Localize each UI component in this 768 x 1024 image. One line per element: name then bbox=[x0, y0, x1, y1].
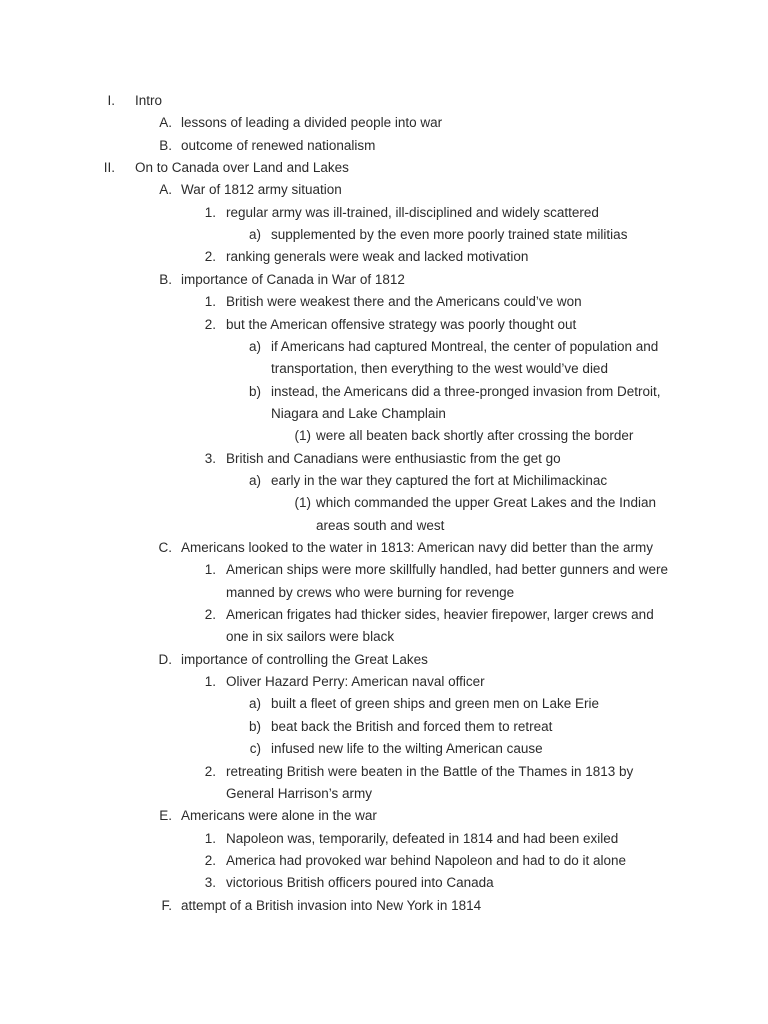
outline-item bbox=[0, 850, 768, 872]
outline-item bbox=[0, 537, 768, 559]
outline-text: regular army was ill-trained, ill-disciplined and widely scattered bbox=[226, 204, 599, 220]
outline-item bbox=[0, 90, 768, 112]
outline-marker: 1. bbox=[204, 204, 216, 220]
outline-text: victorious British officers poured into Canada bbox=[226, 875, 494, 891]
outline-item bbox=[0, 895, 768, 917]
outline-text: General Harrison’s army bbox=[226, 785, 373, 801]
outline-marker: b) bbox=[248, 718, 261, 734]
outline-text: built a fleet of green ships and green men on Lake Erie bbox=[271, 696, 599, 712]
outline-item bbox=[0, 470, 768, 492]
outline-marker: a) bbox=[248, 472, 261, 488]
outline-marker: C. bbox=[158, 540, 172, 555]
outline-text: Napoleon was, temporarily, defeated in 1814 and had been exiled bbox=[226, 830, 619, 846]
outline-marker: 1. bbox=[204, 674, 216, 690]
outline-item-continuation bbox=[0, 626, 768, 648]
outline-item bbox=[0, 738, 768, 760]
outline-marker: B. bbox=[159, 137, 172, 153]
outline-marker: 3. bbox=[204, 450, 216, 466]
outline-marker: b) bbox=[248, 383, 261, 399]
outline-marker: 2. bbox=[204, 607, 216, 623]
outline-text: infused new life to the wilting American cause bbox=[271, 741, 543, 757]
outline-item bbox=[0, 246, 768, 268]
outline-item bbox=[0, 693, 768, 715]
outline-item bbox=[0, 314, 768, 336]
outline-text: if Americans had captured Montreal, the center of population and bbox=[271, 338, 659, 354]
outline-item-continuation bbox=[0, 358, 768, 380]
outline-text: lessons of leading a divided people into war bbox=[181, 115, 443, 131]
outline-item bbox=[0, 336, 768, 358]
outline-item bbox=[0, 761, 768, 783]
outline-text: which commanded the upper Great Lakes and the Indian bbox=[316, 495, 656, 511]
outline-marker: 2. bbox=[204, 249, 216, 265]
outline-marker: 1. bbox=[204, 830, 216, 846]
outline-text: importance of controlling the Great Lakes bbox=[181, 651, 428, 667]
outline-text: ranking generals were weak and lacked motivation bbox=[226, 249, 529, 265]
outline-item bbox=[0, 492, 768, 514]
outline-text: Oliver Hazard Perry: American naval officer bbox=[226, 674, 485, 690]
outline-marker: 1. bbox=[204, 562, 216, 578]
outline-text: supplemented by the even more poorly trained state militias bbox=[271, 227, 628, 243]
outline-marker: A. bbox=[159, 182, 172, 198]
outline-text: manned by crews who were burning for revenge bbox=[226, 584, 515, 600]
outline-marker: a) bbox=[248, 696, 261, 712]
outline-text: early in the war they captured the fort at Michilimackinac bbox=[271, 472, 608, 488]
outline-text: areas south and west bbox=[316, 517, 445, 533]
outline-text: Americans were alone in the war bbox=[181, 808, 377, 824]
outline-text: outcome of renewed nationalism bbox=[181, 137, 376, 153]
outline-marker: I. bbox=[107, 93, 115, 108]
outline-text: were all beaten back shortly after crossing the border bbox=[316, 428, 634, 444]
outline-marker: A. bbox=[159, 115, 172, 131]
outline-text: American frigates had thicker sides, heavier firepower, larger crews and bbox=[226, 607, 654, 623]
outline-text: British were weakest there and the Americans could’ve won bbox=[226, 294, 582, 310]
outline-text: On to Canada over Land and Lakes bbox=[135, 160, 349, 176]
outline-text: retreating British were beaten in the Battle of the Thames in 1813 by bbox=[226, 763, 634, 779]
outline-item bbox=[0, 425, 768, 447]
outline-text: American ships were more skillfully handled, had better gunners and were bbox=[226, 562, 668, 578]
outline-item bbox=[0, 649, 768, 671]
outline-marker: 2. bbox=[204, 852, 216, 868]
outline-item bbox=[0, 157, 768, 179]
outline-text: importance of Canada in War of 1812 bbox=[181, 271, 405, 287]
outline-text: British and Canadians were enthusiastic from the get go bbox=[226, 450, 561, 466]
outline-marker: B. bbox=[159, 271, 172, 287]
outline-item bbox=[0, 135, 768, 157]
outline-item-continuation bbox=[0, 403, 768, 425]
outline-text: Intro bbox=[135, 93, 163, 108]
outline-item bbox=[0, 559, 768, 581]
outline-text: Niagara and Lake Champlain bbox=[271, 405, 446, 421]
outline-text: America had provoked war behind Napoleon and had to do it alone bbox=[226, 852, 627, 868]
outline-marker: c) bbox=[249, 741, 261, 757]
outline-marker: 1. bbox=[204, 294, 216, 310]
outline-marker: F. bbox=[161, 897, 172, 913]
outline-marker: 2. bbox=[204, 763, 216, 779]
outline-item-continuation bbox=[0, 783, 768, 805]
outline-item bbox=[0, 291, 768, 313]
outline-item bbox=[0, 604, 768, 626]
outline-marker: (1) bbox=[294, 428, 311, 444]
outline-item bbox=[0, 381, 768, 403]
outline-text: beat back the British and forced them to retreat bbox=[271, 718, 553, 734]
outline-text: attempt of a British invasion into New York in 1814 bbox=[181, 897, 482, 913]
outline-marker: a) bbox=[248, 338, 261, 354]
outline-item bbox=[0, 805, 768, 827]
outline-text: War of 1812 army situation bbox=[181, 182, 342, 198]
outline-marker: a) bbox=[248, 227, 261, 243]
outline-text: but the American offensive strategy was poorly thought out bbox=[226, 316, 577, 332]
outline-item bbox=[0, 112, 768, 134]
outline-marker: 3. bbox=[204, 875, 216, 891]
outline-item bbox=[0, 224, 768, 246]
outline-item bbox=[0, 828, 768, 850]
outline-marker: II. bbox=[103, 160, 115, 176]
outline-text: instead, the Americans did a three-pronged invasion from Detroit, bbox=[271, 383, 661, 399]
outline-item bbox=[0, 269, 768, 291]
outline-text: one in six sailors were black bbox=[226, 629, 395, 645]
outline-item bbox=[0, 179, 768, 201]
outline-item-continuation bbox=[0, 582, 768, 604]
outline-marker: D. bbox=[158, 651, 172, 667]
outline-item bbox=[0, 716, 768, 738]
outline-marker: (1) bbox=[294, 495, 311, 511]
outline-item-continuation bbox=[0, 515, 768, 537]
outline-item bbox=[0, 202, 768, 224]
outline-marker: 2. bbox=[204, 316, 216, 332]
outline-item bbox=[0, 872, 768, 894]
outline-text: transportation, then everything to the west would’ve died bbox=[271, 361, 608, 377]
outline-text: Americans looked to the water in 1813: American navy did better than the army bbox=[181, 540, 654, 555]
outline-item bbox=[0, 671, 768, 693]
outline-item bbox=[0, 448, 768, 470]
outline-marker: E. bbox=[159, 808, 172, 824]
